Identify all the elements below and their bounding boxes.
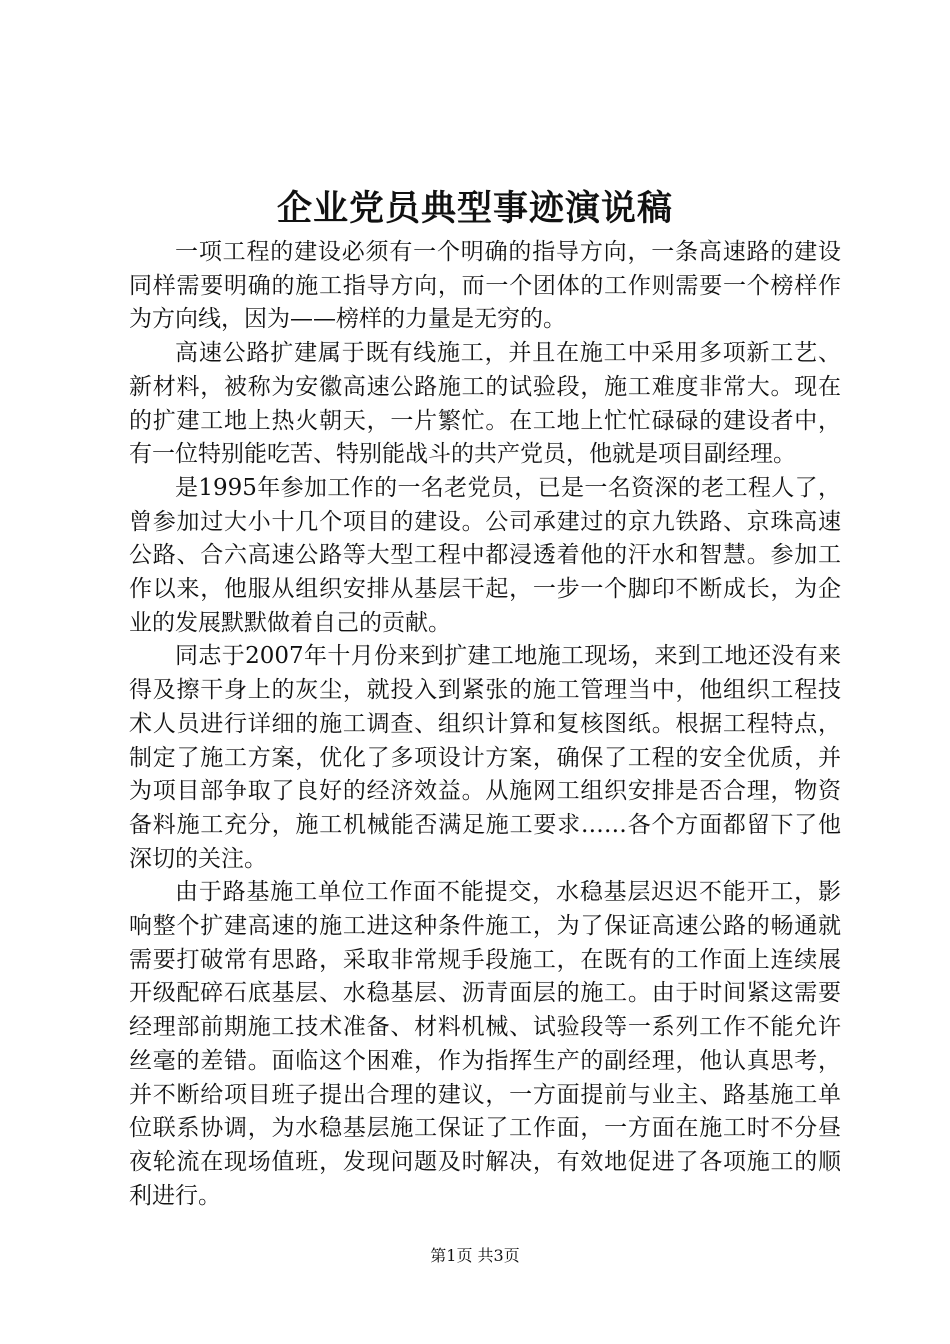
paragraph-2: 高速公路扩建属于既有线施工，并且在施工中采用多项新工艺、新材料，被称为安徽高速公路施工的试验段，施工难度非常大。现在的扩建工地上热火朝天，一片繁忙。在工地上忙忙碌碌的建设者中，有一位特别能吃苦、特别能战斗的共产党员，他就是项目副经理。 (129, 340, 841, 468)
page-number-footer: 第1页 共3页 (430, 1246, 520, 1265)
document-title: 企业党员典型事迹演说稿 (276, 188, 673, 229)
paragraph-4: 同志于2007年十月份来到扩建工地施工现场，来到工地还没有来得及擦干身上的灰尘，就投入到紧张的施工管理当中，他组织工程技术人员进行详细的施工调查、组织计算和复核图纸。根据工程特点，制定了施工方案，优化了多项设计方案，确保了工程的安全优质，并为项目部争取了良好的经济效益。从施网工组织安排是否合理，物资备料施工充分，施工机械能否满足施工要求……各个方面都留下了他深切的关注。 (129, 643, 841, 872)
paragraph-5: 由于路基施工单位工作面不能提交，水稳基层迟迟不能开工，影响整个扩建高速的施工进这种条件施工，为了保证高速公路的畅通就需要打破常有思路，采取非常规手段施工，在既有的工作面上连续展开级配碎石底基层、水稳基层、沥青面层的施工。由于时间紧这需要经理部前期施工技术准备、材料机械、试验段等一系列工作不能允许丝毫的差错。面临这个困难，作为指挥生产的副经理，他认真思考，并不断给项目班子提出合理的建议，一方面提前与业主、路基施工单位联系协调，为水稳基层施工保证了工作面，一方面在施工时不分昼夜轮流在现场值班，发现问题及时解决，有效地促进了各项施工的顺利进行。 (129, 879, 841, 1209)
paragraph-3: 是1995年参加工作的一名老党员，已是一名资深的老工程人了，曾参加过大小十几个项目的建设。公司承建过的京九铁路、京珠高速公路、合六高速公路等大型工程中都浸透着他的汗水和智慧。参加工作以来，他服从组织安排从基层干起，一步一个脚印不断成长，为企业的发展默默做着自己的贡献。 (129, 474, 841, 636)
paragraph-1: 一项工程的建设必须有一个明确的指导方向，一条高速路的建设同样需要明确的施工指导方向，而一个团体的工作则需要一个榜样作为方向线，因为——榜样的力量是无穷的。 (129, 239, 841, 333)
document-body (129, 236, 841, 1213)
